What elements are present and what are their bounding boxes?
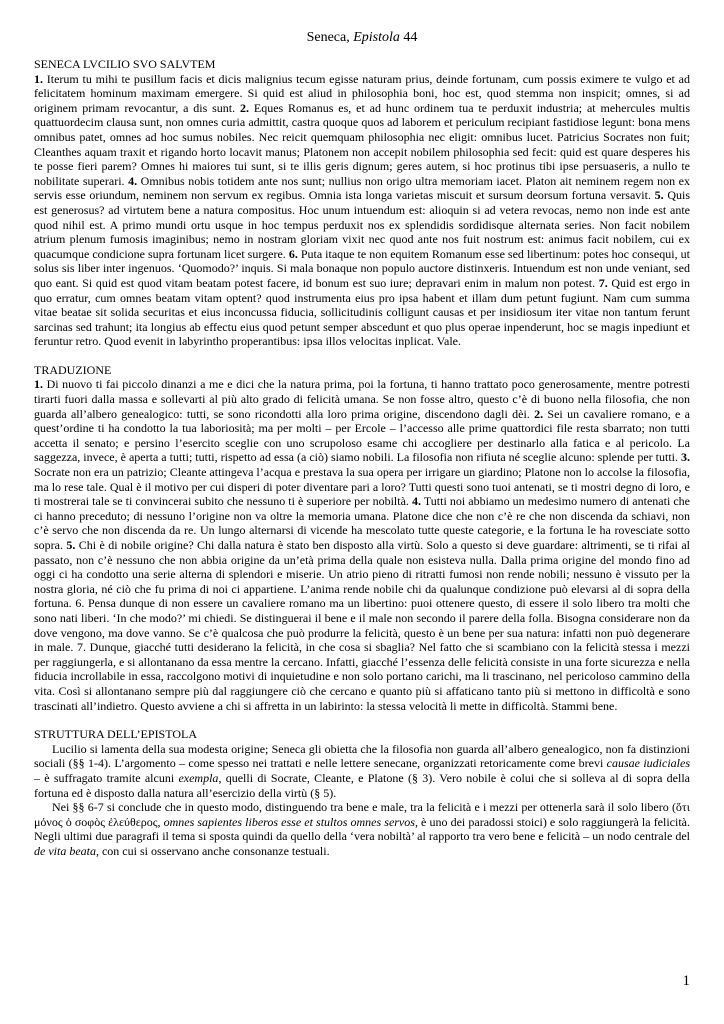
latin-text xyxy=(34,72,690,349)
section-number: 6. xyxy=(288,246,298,261)
italic-term: causae iudiciales xyxy=(606,756,690,771)
section-text: Sei un cavaliere romano, e a quest’ordine ti ha condotto la tua laboriosità; ma per molti – per Ercole – l’accesso alle prime quattordici file resta sbarrato; non tutti accetta il senato; e persino l’esercito sceglie con uno scrupoloso esame chi accogliere per destinarlo alla fatica e al pericolo. La saggezza, invece, è aperta a tutti; tutti, rispetto ad essa (a ciò) siamo nobili. La filosofia non rifiuta né sceglie alcuno: splende per tutti. xyxy=(34,406,691,465)
section-text: Omnibus nobis totidem ante nos sunt; nullius non origo ultra memoriam iacet. Platon ait neminem regem non ex servis esse oriundum, neminem non servum ex regibus. Omnia ista longa varietas miscuit et sursum deorsum fortuna versavit. xyxy=(34,173,690,203)
page-number: 1 xyxy=(682,973,690,989)
section-text: Quis est generosus? ad virtutem bene a natura compositus. Hoc unum intuendum est: alioquin si ad vetera revocas, nemo non inde est ante quod nihil est. A primo mundi ortu usque in hoc tempus perduxit nos ex splendidis sordidisque alternata series. Non facit nobilem atrium plenum fumosis imaginibus; nemo in nostram gloriam vixit nec quod ante nos fuit nostrum est: animus facit nobilem, cui ex quacumque condicione supra fortunam licet surgere. xyxy=(34,188,691,261)
italic-term: exempla xyxy=(178,770,219,785)
structure-paragraph xyxy=(34,742,690,800)
section-text: Quid est ergo in quo erratur, cum omnes beatam vitam optent? quod instrumenta eius pro ipsa habent et illam dum petunt fugiunt. Nam cum summa vitae beatae sit solida securitas et eius inconcussa fiducia, sollicitudinis colligunt causas et per insidiosum iter vitae non tantum ferunt sarcinas sed trahunt; ita longius ab effectu eius quod petunt semper abscedunt et quo plus operae inpenderunt, hoc se magis inpediunt et feruntur retro. Quod evenit in labyrintho properantibus: ipsa illos velocitas inplicat. Vale. xyxy=(34,275,690,349)
section-number: 5. xyxy=(66,538,76,552)
text-run: Nei §§ 6-7 si conclude che in questo modo, distinguendo tra bene e male, tra la felicità e i mezzi per ottenerla sarà il solo libero (ὅτι μόνος ὁ σοφὸς ἐλεύθερος, xyxy=(34,800,690,829)
header-work: Epistola xyxy=(353,30,400,45)
section-text: Iterum tu mihi te pusillum facis et dicis malignius tecum egisse naturam prius, deinde fortunam, cum possis eximere te vulgo et ad felicitatem hominum maximam emergere. Si quid est aliud in philosophia boni, hoc est, quod stemma non inspicit; omnes, si ad originem primam revocantur, a dis sunt. xyxy=(34,71,690,115)
text-run: , con cui si osservano anche consonanze testuali. xyxy=(95,843,330,858)
text-run: Lucilio si lamenta della sua modesta origine; Seneca gli obietta che la filosofia non guarda all’albero genealogico, non fa distinzioni sociali (§§ 1-4). L’argomento – come spesso nei trattati e nelle lettere senecane, organizzati retoricamente come brevi xyxy=(34,741,690,771)
section-text: Puta itaque te non equitem Romanum esse sed libertinum: potes hoc consequi, ut solus sis liber inter ingenuos. ‘Quomodo?’ inquis. Si mala bonaque non populo auctore distinxeris. Intuendum est non unde veniant, sed quo eant. Si quid est quod vitam beatam potest facere, id bonum est suo iure; depravari enim in malum non potest. xyxy=(34,246,690,290)
latin-heading: SENECA LVCILIO SVO SALVTEM xyxy=(34,57,216,71)
italic-term: de vita beata xyxy=(34,843,96,858)
text-run: , quelli di Socrate, Cleante, e Platone (§ 3). Vero nobile è colui che si solleva al di sopra della fortuna ed è disposto dalla natura all’esercizio della virtù (§ 5). xyxy=(34,770,690,800)
structure-heading: STRUTTURA DELL’EPISTOLA xyxy=(34,727,198,742)
section-text: Tutti noi abbiamo un medesimo numero di antenati che ci hanno preceduto; di nessuno l’origine non va oltre la memoria umana. Platone dice che non c’è re che non discenda da schiavi, non c’è servo che non discenda da re. Un lungo alternarsi di vicende ha mescolato tutte queste categorie, e la fortuna le ha rovesciate sotto sopra. xyxy=(34,494,691,552)
section-gap xyxy=(34,713,690,727)
section-number: 3. xyxy=(681,450,690,465)
text-run: , è uno dei paradossi stoici) e solo raggiungerà la felicità. Negli ultimi due paragrafi il tema si sposta quindi da quello della ‘vera nobiltà’ al rapporto tra vero bene e felicità – un nodo centrale del xyxy=(34,814,690,844)
structure-paragraph xyxy=(34,800,690,858)
section-number: 2. xyxy=(534,406,544,421)
section-number: 1. xyxy=(34,71,43,86)
section-number: 4. xyxy=(128,173,138,188)
section-gap xyxy=(34,349,690,363)
document-body xyxy=(34,57,690,858)
section-number: 1. xyxy=(34,377,43,392)
section-text: Chi è di nobile origine? Chi dalla natura è stato ben disposto alla virtù. Solo a questo si deve guardare: altrimenti, se ti rifai al passato, non c’è nessuno che non abbia origine da un’età prima della quale non esisteva nulla. Dalla prima origine del mondo fino ad oggi ci ha condotto una serie alterna di splendori e miserie. Un atrio pieno di ritratti fumosi non rende nobili; nessuno è vissuto per la nostra gloria, né ciò che fu prima di noi ci appartiene. L’anima rende nobile chi da qualunque condizione può elevarsi al di sopra della fortuna. 6. Pensa dunque di non essere un cavaliere romano ma un libertino: puoi ottenere questo, di essere il solo libero tra molti che sono nati liberi. ‘In che modo?’ mi chiedi. Se distinguerai il bene e il male non secondo il parere della folla. Bisogna considerare non da dove vengono, ma dove vanno. Se c’è qualcosa che può produrre la felicità, questo è un bene per sua natura: infatti non può degenerare in male. 7. Dunque, giacché tutti desiderano la felicità, in che cosa si sbaglia? Nel fatto che si scambiano con la felicità stessa i mezzi per raggiungerla, e si allontanano da essa mentre la cercano. Infatti, giacché l’essenza delle felicità consiste in una forte sicurezza e nella fiducia incrollabile in essa, raccolgono motivi di inquietudine e non solo portano carichi, ma li trascinano, nel pericoloso cammino della vita. Così si allontanano sempre più dal raggiungere ciò che cercano e quanto più si affaticano tanto più si mettono in difficoltà e sono trascinati all’indietro. Questo avviene a chi si affretta in un labirinto: la stessa velocità li mette in difficoltà. Stammi bene. xyxy=(34,538,690,713)
section-text: Eques Romanus es, et ad hunc ordinem tua te perduxit industria; at mehercules multis quattuordecim clausa sunt, non omnes curia admittit, castra quoque quos ad laborem et periculum recipiant fastidiose legunt: bona mens omnibus patet, omnes ad hoc sumus nobiles. Nec reicit quemquam philosophia nec eligit: omnibus lucet. Patricius Socrates non fuit; Cleanthes aquam traxit et rigando horto locavit manus; Platonem non accepit nobilem philosophia sed fecit: quid est quare desperes his te posse fieri parem? Omnes hi maiores tui sunt, si te illis geris dignum; geres autem, si hoc protinus tibi ipse persuaseris, a nullo te nobilitate superari. xyxy=(34,100,690,188)
page-header xyxy=(0,29,724,46)
section-number: 4. xyxy=(412,494,421,509)
translation-text xyxy=(34,377,690,713)
section-number: 5. xyxy=(654,188,664,203)
italic-term: omnes sapientes liberos esse et stultos omnes servos xyxy=(163,814,415,829)
section-number: 7. xyxy=(598,275,608,290)
text-run: – è suffragato tramite alcuni xyxy=(34,770,179,785)
header-number: 44 xyxy=(399,30,418,45)
translation-heading: TRADUZIONE xyxy=(34,362,112,377)
section-text: Di nuovo ti fai piccolo dinanzi a me e dici che la natura prima, poi la fortuna, ti hanno trattato poco generosamente, mentre potresti tirarti fuori dalla massa e sollevarti al più alto grado di felicità umana. Se non fosse altro, questo c’è di buono nella filosofia, che non guarda all’albero genealogico: tutti, se sono ricondotti alla loro prima origine, discendono dagli dèi. xyxy=(34,377,690,421)
header-author: Seneca, xyxy=(306,30,354,45)
section-text: Socrate non era un patrizio; Cleante attingeva l’acqua e prestava la sua opera per irrigare un giardino; Platone non lo accolse la filosofia, ma lo rese tale. Qual è il motivo per cui disperi di poter diventare pari a loro? Tutti questi sono tuoi antenati, se ti mostri degno di loro, e ti mostrerai tale se ti convincerai subito che nessuno ti è superiore per nobiltà. xyxy=(34,465,690,509)
section-number: 2. xyxy=(240,100,249,115)
